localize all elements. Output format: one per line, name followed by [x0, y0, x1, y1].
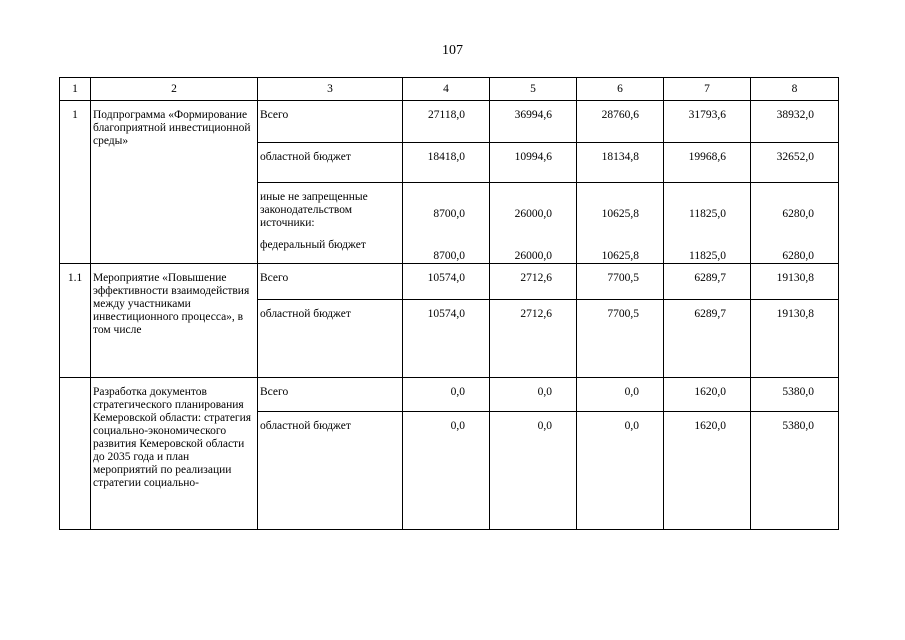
column-header: 6: [577, 78, 664, 101]
item-name: Мероприятие «Повышение эффективности взаимодействия между участниками инвестиционного процесса», в том числе: [91, 264, 258, 378]
value-cell: 5380,0: [751, 378, 839, 412]
value-cell: 11825,0: [689, 208, 726, 220]
row-number: 1: [60, 101, 91, 264]
value-cell: 0,0: [577, 412, 664, 530]
value-cell: 0,0: [403, 412, 490, 530]
value-cell: 10625,8: [601, 250, 639, 262]
value-cell: 8700,0: [433, 208, 465, 220]
column-number-row: [60, 78, 839, 101]
value-cell: 6289,7: [664, 300, 751, 378]
column-header: 2: [91, 78, 258, 101]
value-cell: 26000,0: [514, 208, 552, 220]
value-cell: 10574,0: [403, 300, 490, 378]
value-cell: 8700,0: [433, 250, 465, 262]
value-cell: 10574,0: [403, 264, 490, 300]
page-number: 107: [442, 43, 463, 58]
value-cell: 5380,0: [751, 412, 839, 530]
budget-table: [59, 77, 839, 530]
item-name: Подпрограмма «Формирование благоприятной инвестиционной среды»: [91, 101, 258, 264]
funding-source: Всего: [258, 378, 403, 412]
value-cell: 2712,6: [490, 264, 577, 300]
value-cell: 36994,6: [490, 101, 577, 143]
funding-source: Всего: [258, 264, 403, 300]
row-number: 1.1: [60, 264, 91, 378]
value-cell: 1620,0: [664, 412, 751, 530]
value-cell: 18134,8: [577, 143, 664, 183]
funding-source: областной бюджет: [258, 300, 403, 378]
value-cell: 6280,0: [782, 250, 814, 262]
value-cell: 10625,8: [601, 208, 639, 220]
column-header: 1: [60, 78, 91, 101]
value-cell: 6289,7: [664, 264, 751, 300]
value-group: [490, 183, 577, 264]
value-cell: 0,0: [577, 378, 664, 412]
value-cell: 19130,8: [751, 300, 839, 378]
column-header: 5: [490, 78, 577, 101]
value-group: [751, 183, 839, 264]
value-cell: 0,0: [490, 412, 577, 530]
table-row: [60, 101, 839, 143]
value-cell: 19130,8: [751, 264, 839, 300]
funding-source: иные не запрещенные законодательством источники:: [260, 191, 368, 229]
value-cell: 18418,0: [403, 143, 490, 183]
table-row: [60, 264, 839, 300]
value-cell: 7700,5: [577, 300, 664, 378]
funding-source: Всего: [258, 101, 403, 143]
funding-source: федеральный бюджет: [260, 239, 366, 251]
column-header: 3: [258, 78, 403, 101]
value-cell: 27118,0: [403, 101, 490, 143]
value-cell: 38932,0: [751, 101, 839, 143]
value-cell: 6280,0: [782, 208, 814, 220]
table-row: [60, 378, 839, 412]
value-cell: 0,0: [490, 378, 577, 412]
value-cell: 2712,6: [490, 300, 577, 378]
funding-source-group: [258, 183, 403, 264]
column-header: 4: [403, 78, 490, 101]
value-cell: 11825,0: [689, 250, 726, 262]
value-group: [664, 183, 751, 264]
item-name: Разработка документов стратегического планирования Кемеровской области: стратегия социально-экономического развития Кемеровской области до 2035 года и план мероприятий по реализации стратегии социально-: [91, 378, 258, 530]
value-cell: 10994,6: [490, 143, 577, 183]
value-cell: 7700,5: [577, 264, 664, 300]
value-cell: 32652,0: [751, 143, 839, 183]
funding-source: областной бюджет: [258, 412, 403, 530]
value-group: [403, 183, 490, 264]
value-cell: 1620,0: [664, 378, 751, 412]
funding-source: областной бюджет: [258, 143, 403, 183]
value-cell: 0,0: [403, 378, 490, 412]
value-group: [577, 183, 664, 264]
column-header: 8: [751, 78, 839, 101]
value-cell: 19968,6: [664, 143, 751, 183]
value-cell: 31793,6: [664, 101, 751, 143]
value-cell: 28760,6: [577, 101, 664, 143]
row-number: [60, 378, 91, 530]
value-cell: 26000,0: [514, 250, 552, 262]
column-header: 7: [664, 78, 751, 101]
